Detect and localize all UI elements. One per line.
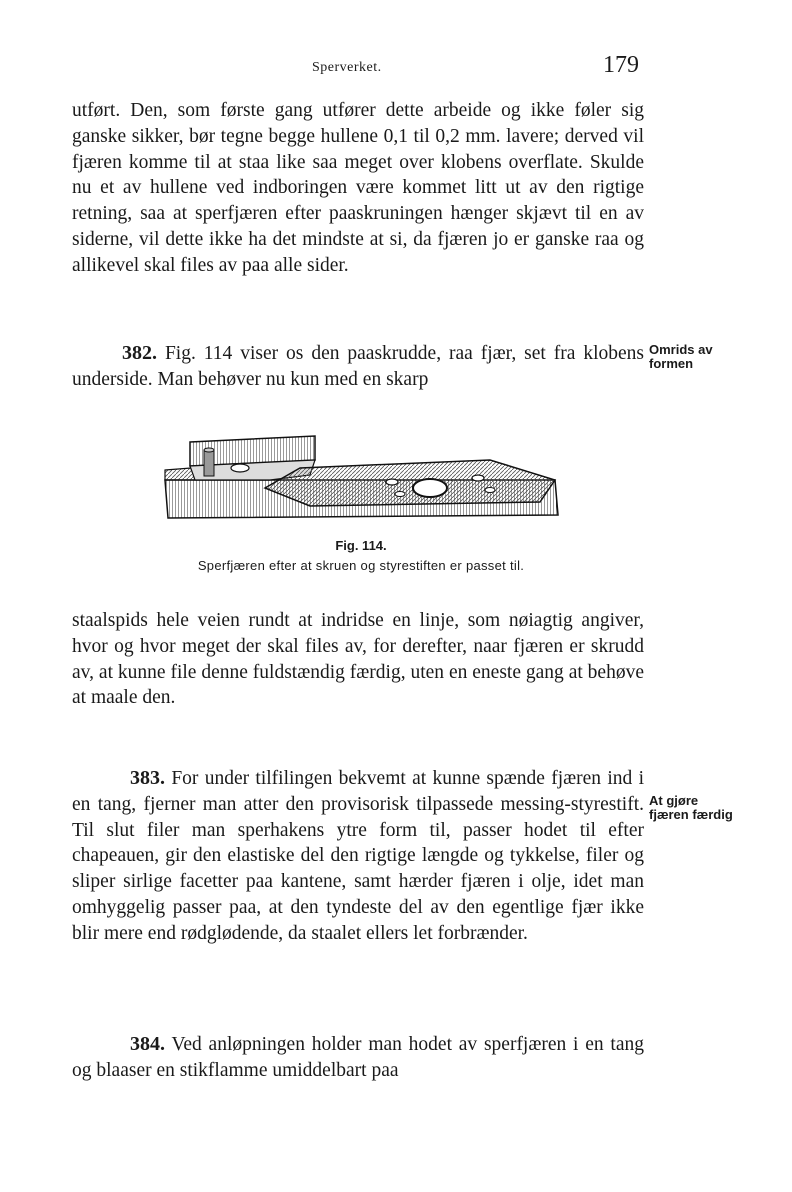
paragraph-383 — [72, 766, 644, 947]
running-title: Sperverket. — [312, 60, 382, 75]
paragraph-382-text: Fig. 114 viser os den paaskrudde, raa fjær, set fra klobens underside. Man behøver nu kun med en skarp — [72, 343, 645, 390]
figure-label: Fig. 114. — [335, 538, 387, 553]
paragraph-after-figure: staalspids hele veien rundt at indridse en linje, som nøiagtig angiver, hvor og hvor meget der skal files av, for derefter, naar fjæren er skrudd av, at kunne file denne fuldstændig færdig, uten en eneste gang at behøve at maale den. — [72, 610, 644, 709]
page-number: 179 — [603, 52, 639, 78]
paragraph-382 — [72, 341, 644, 393]
figure-114-illustration — [160, 430, 560, 530]
section-number-383: 383. — [130, 767, 165, 789]
page-header — [0, 52, 792, 82]
paragraph-384-text: Ved anløpningen holder man hodet av sperfjæren i en tang og blaaser en stikflamme umiddelbart paa — [72, 1034, 644, 1081]
margin-note-at-gjore — [649, 794, 789, 822]
margin-note-at-gjore-line2: fjæren færdig — [649, 807, 733, 822]
figure-caption: Sperfjæren efter at skruen og styrestiften er passet til. — [197, 558, 525, 573]
section-number-382: 382. — [122, 342, 157, 364]
paragraph-383-text: For under tilfilingen bekvemt at kunne spænde fjæren ind i en tang, fjerner man atter den provisorisk tilpassede messing-styrestift. Til slut filer man sperhakens ytre form til, passer hodet til efter chapeauen, gir den elastiske del den rigtige længde og tykkelse, filer og sliper sirlige facetter paa kantene, samt hærder fjæren i olje, idet man omhyggelig passer paa, at den tyndeste del av den egentlige fjær ikke blir mere end rødglødende, da staalet ellers let forbrænder. — [72, 768, 645, 944]
section-number-384: 384. — [130, 1033, 165, 1055]
margin-note-omrids-line1: Omrids av — [649, 342, 713, 357]
margin-note-omrids — [649, 343, 789, 371]
paragraph-384 — [72, 1032, 644, 1084]
margin-note-omrids-line2: formen — [649, 356, 694, 371]
margin-note-at-gjore-line1: At gjøre — [649, 793, 699, 808]
spring-on-plate-illustration — [160, 430, 560, 530]
paragraph-continuation: utført. Den, som første gang utfører dette arbeide og ikke føler sig ganske sikker, bør tegne begge hullene 0,1 til 0,2 mm. lavere; derved vil fjæren komme til at staa like saa meget over klobens overflate. Skulde nu et av hullene ved indboringen være kommet litt ut av den rigtige retning, saa at sperfjæren efter paaskruningen hænger skjævt til en av siderne, vil dette ikke ha det mindste at si, da fjæren jo er ganske raa og allikevel skal files av paa alle sider. — [72, 100, 644, 276]
